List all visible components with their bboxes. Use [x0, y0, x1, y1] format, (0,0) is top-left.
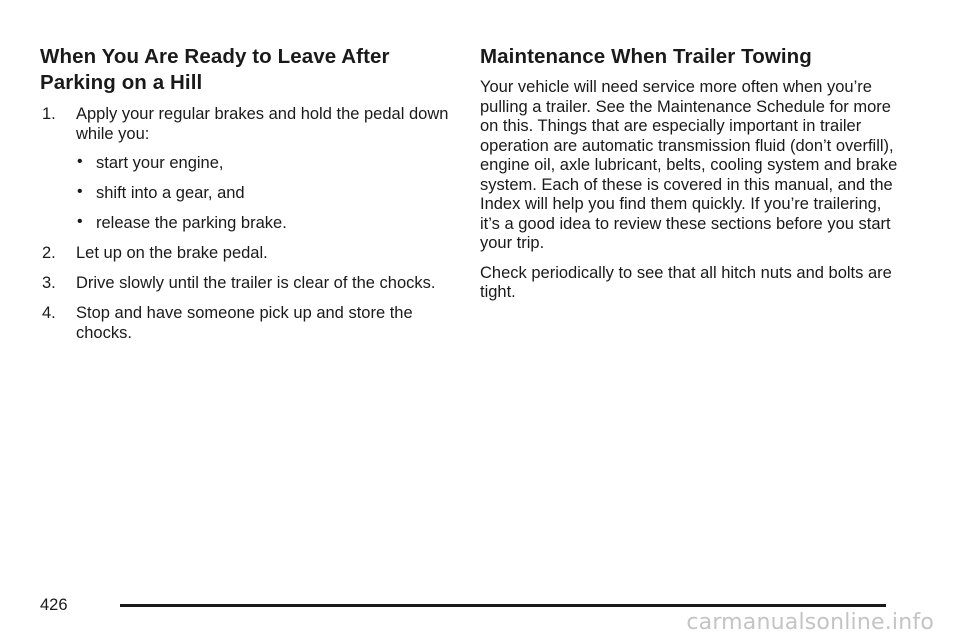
bullet-item [76, 153, 450, 173]
bullet-icon: • [77, 183, 83, 200]
step-item [40, 303, 450, 343]
bullet-item [76, 183, 450, 203]
body-paragraph: Check periodically to see that all hitch nuts and bolts are tight. [480, 263, 892, 301]
step-number: 3. [42, 274, 56, 292]
step-text: Stop and have someone pick up and store the chocks. [76, 304, 413, 342]
bullet-text: shift into a gear, and [96, 184, 245, 202]
bullet-list [76, 153, 450, 233]
bullet-icon: • [77, 153, 83, 170]
step-item [40, 243, 450, 263]
step-item [40, 104, 450, 233]
step-text: Drive slowly until the trailer is clear of the chocks. [76, 274, 436, 292]
section-title-leave-hill: When You Are Ready to Leave After Parking on a Hill [40, 45, 390, 94]
left-column [40, 44, 450, 353]
page-number: 426 [40, 596, 68, 614]
steps-list [40, 104, 450, 343]
bullet-icon: • [77, 213, 83, 230]
step-number: 4. [42, 304, 56, 322]
step-item [40, 273, 450, 293]
watermark-logo: carmanualsonline.info [686, 610, 934, 635]
step-number: 1. [42, 105, 56, 123]
section-title-maintenance: Maintenance When Trailer Towing [480, 45, 812, 68]
step-text: Apply your regular brakes and hold the pedal down while you: [76, 105, 449, 143]
bullet-item [76, 213, 450, 233]
footer-divider [120, 604, 886, 607]
step-number: 2. [42, 244, 56, 262]
right-column [480, 44, 900, 313]
bullet-text: release the parking brake. [96, 214, 287, 232]
body-paragraph: Your vehicle will need service more often when you’re pulling a trailer. See the Maintenance Schedule for more on this. Things that are especially important in trailer operation are automatic transmission fluid (don’t overfill), engine oil, axle lubricant, belts, cooling system and brake system. Each of these is covered in this manual, and the Index will help you find them quickly. If you’re trailering, it’s a good idea to review these sections before you start your trip. [480, 78, 898, 252]
bullet-text: start your engine, [96, 154, 224, 172]
step-text: Let up on the brake pedal. [76, 244, 268, 262]
